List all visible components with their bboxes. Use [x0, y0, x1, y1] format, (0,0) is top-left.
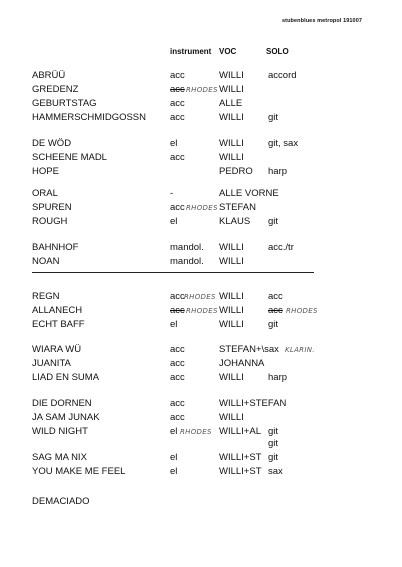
handwritten-solo-note: RHODES — [286, 307, 318, 315]
song-title: DE WÖD — [32, 138, 72, 149]
song-title: GREDENZ — [32, 84, 79, 95]
voc-cell: ALLE VORNE — [219, 188, 279, 199]
solo-cell: harp — [268, 372, 288, 383]
handwritten-inst-note: RHODES — [180, 428, 212, 436]
instrument-cell: el — [170, 466, 178, 477]
handwritten-inst-note: RHODES — [186, 86, 218, 94]
solo-cell: git — [268, 112, 279, 123]
handwritten-inst-note: RHODES — [184, 293, 216, 301]
song-title: JUANITA — [32, 358, 71, 369]
song-title: GEBURTSTAG — [32, 98, 97, 109]
song-title: SAG MA NIX — [32, 452, 87, 463]
setlist-row — [0, 305, 402, 317]
solo-cell: harp — [268, 166, 288, 177]
song-title: LIAD EN SUMA — [32, 372, 100, 383]
setlist-row — [0, 358, 402, 370]
setlist-row — [0, 202, 402, 214]
solo-cell: git — [268, 452, 279, 463]
instrument-cell: el — [170, 452, 178, 463]
song-title: REGN — [32, 291, 60, 302]
song-title: DEMACIADO — [32, 496, 90, 507]
solo-cell: sax — [268, 466, 283, 477]
setlist-row — [0, 112, 402, 124]
setlist-row — [0, 98, 402, 110]
voc-cell: WILLI — [219, 372, 244, 383]
setlist-row — [0, 152, 402, 164]
setlist-row — [0, 398, 402, 410]
instrument-cell: acc — [170, 305, 185, 316]
voc-cell: JOHANNA — [219, 358, 265, 369]
instrument-cell: - — [170, 188, 174, 199]
setlist-row — [0, 166, 402, 178]
setlist-row — [0, 70, 402, 82]
instrument-cell: acc — [170, 291, 185, 302]
setlist-row — [0, 452, 402, 464]
handwritten-inst-note: RHODES — [186, 204, 218, 212]
handwritten-inst-note: RHODES — [186, 307, 218, 315]
voc-cell: WILLI+STEFAN — [219, 398, 287, 409]
solo-cell: git — [268, 216, 279, 227]
song-title: ALLANECH — [32, 305, 83, 316]
instrument-cell: acc — [170, 202, 185, 213]
setlist-row — [0, 84, 402, 96]
voc-cell: WILLI+ST — [219, 466, 262, 477]
voc-cell: KLAUS — [219, 216, 251, 227]
voc-cell: WILLI — [219, 138, 244, 149]
solo-cell: acc — [268, 291, 283, 302]
song-title: ECHT BAFF — [32, 319, 85, 330]
song-title: WILD NIGHT — [32, 426, 88, 437]
voc-cell: WILLI — [219, 305, 244, 316]
solo-cell: git — [268, 319, 279, 330]
setlist-row — [0, 426, 402, 438]
column-header-solo: SOLO — [266, 47, 289, 56]
instrument-cell: acc — [170, 358, 185, 369]
instrument-cell: acc — [170, 84, 185, 95]
voc-cell: WILLI — [219, 256, 244, 267]
setlist-row — [0, 188, 402, 200]
instrument-cell: el — [170, 138, 178, 149]
instrument-cell: el — [170, 319, 178, 330]
voc-cell: WILLI+ST — [219, 452, 262, 463]
setlist-row — [0, 412, 402, 424]
voc-cell: WILLI — [219, 84, 244, 95]
solo-cell: git — [268, 438, 279, 449]
song-title: HAMMERSCHMIDGOSSN — [32, 112, 147, 123]
solo-cell: git — [268, 426, 279, 437]
song-title: BAHNHOF — [32, 242, 79, 253]
instrument-cell: acc — [170, 152, 185, 163]
handwritten-solo-note: KLARIN. — [285, 346, 315, 354]
voc-cell: WILLI — [219, 242, 244, 253]
column-header-instrument: instrument — [170, 47, 212, 56]
song-title: NOAN — [32, 256, 60, 267]
song-title: ORAL — [32, 188, 58, 199]
instrument-cell: acc — [170, 70, 185, 81]
setlist-row — [0, 466, 402, 478]
song-title: ROUGH — [32, 216, 68, 227]
setlist-row — [0, 496, 402, 508]
song-title: JA SAM JUNAK — [32, 412, 100, 423]
instrument-cell: mandol. — [170, 242, 204, 253]
song-title: SCHEENE MADL — [32, 152, 107, 163]
instrument-cell: acc — [170, 344, 185, 355]
song-title: SPUREN — [32, 202, 72, 213]
solo-cell: accord — [268, 70, 297, 81]
instrument-cell: mandol. — [170, 256, 204, 267]
instrument-cell: acc — [170, 372, 185, 383]
song-title: WIARA WÜ — [32, 344, 82, 355]
instrument-cell: acc — [170, 112, 185, 123]
voc-cell: STEFAN — [219, 202, 256, 213]
voc-cell: PEDRO — [219, 166, 253, 177]
setlist-row — [0, 291, 402, 303]
voc-cell: WILLI — [219, 319, 244, 330]
setlist-row — [0, 256, 402, 268]
solo-cell: acc./tr — [268, 242, 294, 253]
voc-cell: WILLI — [219, 291, 244, 302]
setlist-row — [0, 372, 402, 384]
instrument-cell: acc — [170, 398, 185, 409]
instrument-cell: el — [170, 426, 178, 437]
solo-cell: acc — [268, 305, 283, 316]
setlist-row — [0, 216, 402, 228]
section-divider — [32, 272, 314, 273]
instrument-cell: acc — [170, 412, 185, 423]
setlist-row — [0, 242, 402, 254]
voc-cell: WILLI+AL — [219, 426, 261, 437]
instrument-cell: el — [170, 216, 178, 227]
setlist-row — [0, 138, 402, 150]
instrument-cell: acc — [170, 98, 185, 109]
voc-cell: STEFAN+\sax — [219, 344, 279, 355]
voc-cell: WILLI — [219, 152, 244, 163]
song-title: YOU MAKE ME FEEL — [32, 466, 126, 477]
setlist-row — [0, 344, 402, 356]
voc-cell: WILLI — [219, 112, 244, 123]
voc-cell: WILLI — [219, 70, 244, 81]
header-note: stubenblues metropol 191007 — [282, 18, 363, 24]
setlist-row — [0, 438, 402, 450]
song-title: DIE DORNEN — [32, 398, 92, 409]
column-header-voc: VOC — [219, 47, 237, 56]
song-title: HOPE — [32, 166, 59, 177]
solo-cell: git, sax — [268, 138, 299, 149]
setlist-row — [0, 319, 402, 331]
voc-cell: ALLE — [219, 98, 243, 109]
song-title: ABRÜÜ — [32, 70, 66, 81]
voc-cell: WILLI — [219, 412, 244, 423]
